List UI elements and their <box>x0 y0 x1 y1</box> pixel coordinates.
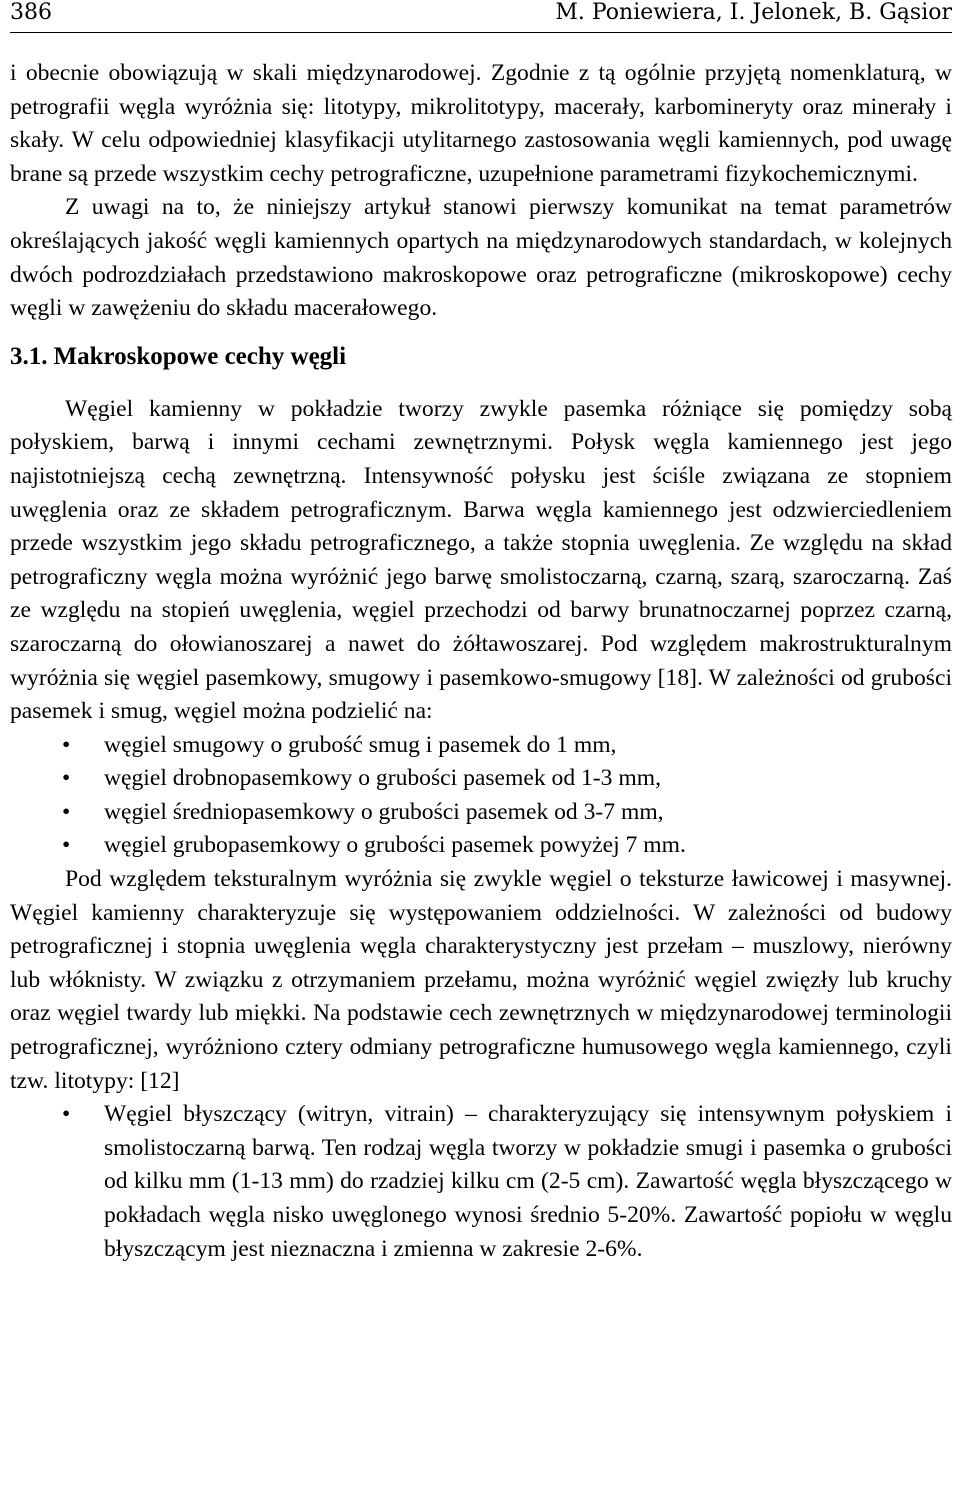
section-heading <box>10 340 952 373</box>
section-number: 3.1. <box>10 342 48 370</box>
paragraph-intro: i obecnie obowiązują w skali międzynarodowej. Zgodnie z tą ogólnie przyjętą nomenklaturą, w petrografii węgla wyróżnia się: litotypy, mikrolitotypy, macerały, karbomineryty oraz minerały i skały. W celu odpowiedniej klasyfikacji utylitarnego zastosowania węgli kamiennych, pod uwagę brane są przede wszystkim cechy petrograficzne, uzupełnione parametrami fizykochemicznymi. <box>10 60 952 187</box>
page-number: 386 <box>10 0 52 25</box>
running-header <box>10 0 952 33</box>
header-authors: M. Poniewiera, I. Jelonek, B. Gąsior <box>555 0 952 25</box>
list-item-text: węgiel drobnopasemkowy o grubości pasemek od 1-3 mm, <box>104 765 661 792</box>
section-title: Makroskopowe cechy węgli <box>53 342 347 370</box>
lithotype-list <box>10 1098 952 1266</box>
list-item <box>10 796 952 830</box>
list-item <box>10 829 952 863</box>
paragraph-scope: Z uwagi na to, że niniejszy artykuł stanowi pierwszy komunikat na temat parametrów określających jakość węgli kamiennych opartych na międzynarodowych standardach, w kolejnych dwóch podrozdziałach przedstawiono makroskopowe oraz petrograficzne (mikroskopowe) cechy węgli w zawężeniu do składu macerałowego. <box>10 194 952 322</box>
list-item-text: węgiel średniopasemkowy o grubości pasemek od 3-7 mm, <box>104 798 664 825</box>
list-item-text: węgiel smugowy o grubość smug i pasemek do 1 mm, <box>104 731 617 758</box>
paragraph-macroscopic: Węgiel kamienny w pokładzie tworzy zwykle pasemka różniące się pomiędzy sobą połyskiem, barwą i innymi cechami zewnętrznymi. Połysk węgla kamiennego jest jego najistotniejszą cechą zewnętrzną. Intensywność połysku jest ściśle związana ze stopniem uwęglenia oraz ze składem petrograficznym. Barwa węgla kamiennego jest odzwierciedleniem przede wszystkim jego składu petrograficznego, a także stopnia uwęglenia. Ze względu na skład petrograficzny węgla można wyróżnić jego barwę smolistoczarną, czarną, szarą, szaroczarną. Zaś ze względu na stopień uwęglenia, węgiel przechodzi od barwy brunatnoczarnej poprzez czarną, szaroczarną do ołowianoszarej a nawet do żółtawoszarej. Pod względem makrostrukturalnym wyróżnia się węgiel pasemkowy, smugowy i pasemkowo-smugowy [18]. W zależności od grubości pasemek i smug, węgiel można podzielić na: <box>10 395 952 725</box>
bullet-icon: • <box>62 765 71 792</box>
bullet-icon: • <box>62 798 71 825</box>
list-item-text: węgiel grubopasemkowy o grubości pasemek powyżej 7 mm. <box>104 832 686 859</box>
list-item <box>10 762 952 796</box>
body-text <box>10 57 952 1266</box>
bullet-icon: • <box>62 731 71 758</box>
document-page <box>10 0 952 1266</box>
bullet-icon: • <box>62 832 71 859</box>
bullet-icon: • <box>62 1101 71 1128</box>
paragraph-texture: Pod względem teksturalnym wyróżnia się zwykle węgiel o teksturze ławicowej i masywnej. Węgiel kamienny charakteryzuje się występowaniem oddzielności. W zależności od budowy petrograficznej i stopnia uwęglenia węgla charakterystyczny jest przełam – muszlowy, nierówny lub włóknisty. W związku z otrzymaniem przełamu, można wyróżnić węgiel zwięzły lub kruchy oraz węgiel twardy lub miękki. Na podstawie cech zewnętrznych w międzynarodowej terminologii petrograficznej, wyróżniono cztery odmiany petrograficzne humusowego węgla kamiennego, czyli tzw. litotypy: [12] <box>10 866 952 1094</box>
list-item <box>10 1098 952 1266</box>
list-item <box>10 729 952 763</box>
list-item-text: Węgiel błyszczący (witryn, vitrain) – charakteryzujący się intensywnym połyskiem i smolistoczarną barwą. Ten rodzaj węgla tworzy w pokładzie smugi i pasemka o grubości od kilku mm (1-13 mm) do rzadziej kilku cm (2-5 cm). Zawartość węgla błyszczącego w pokładach węgla nisko uwęglonego wynosi średnio 5-20%. Zawartość popiołu w węglu błyszczącym jest nieznaczna i zmienna w zakresie 2-6%. <box>104 1101 952 1262</box>
band-type-list <box>10 729 952 863</box>
